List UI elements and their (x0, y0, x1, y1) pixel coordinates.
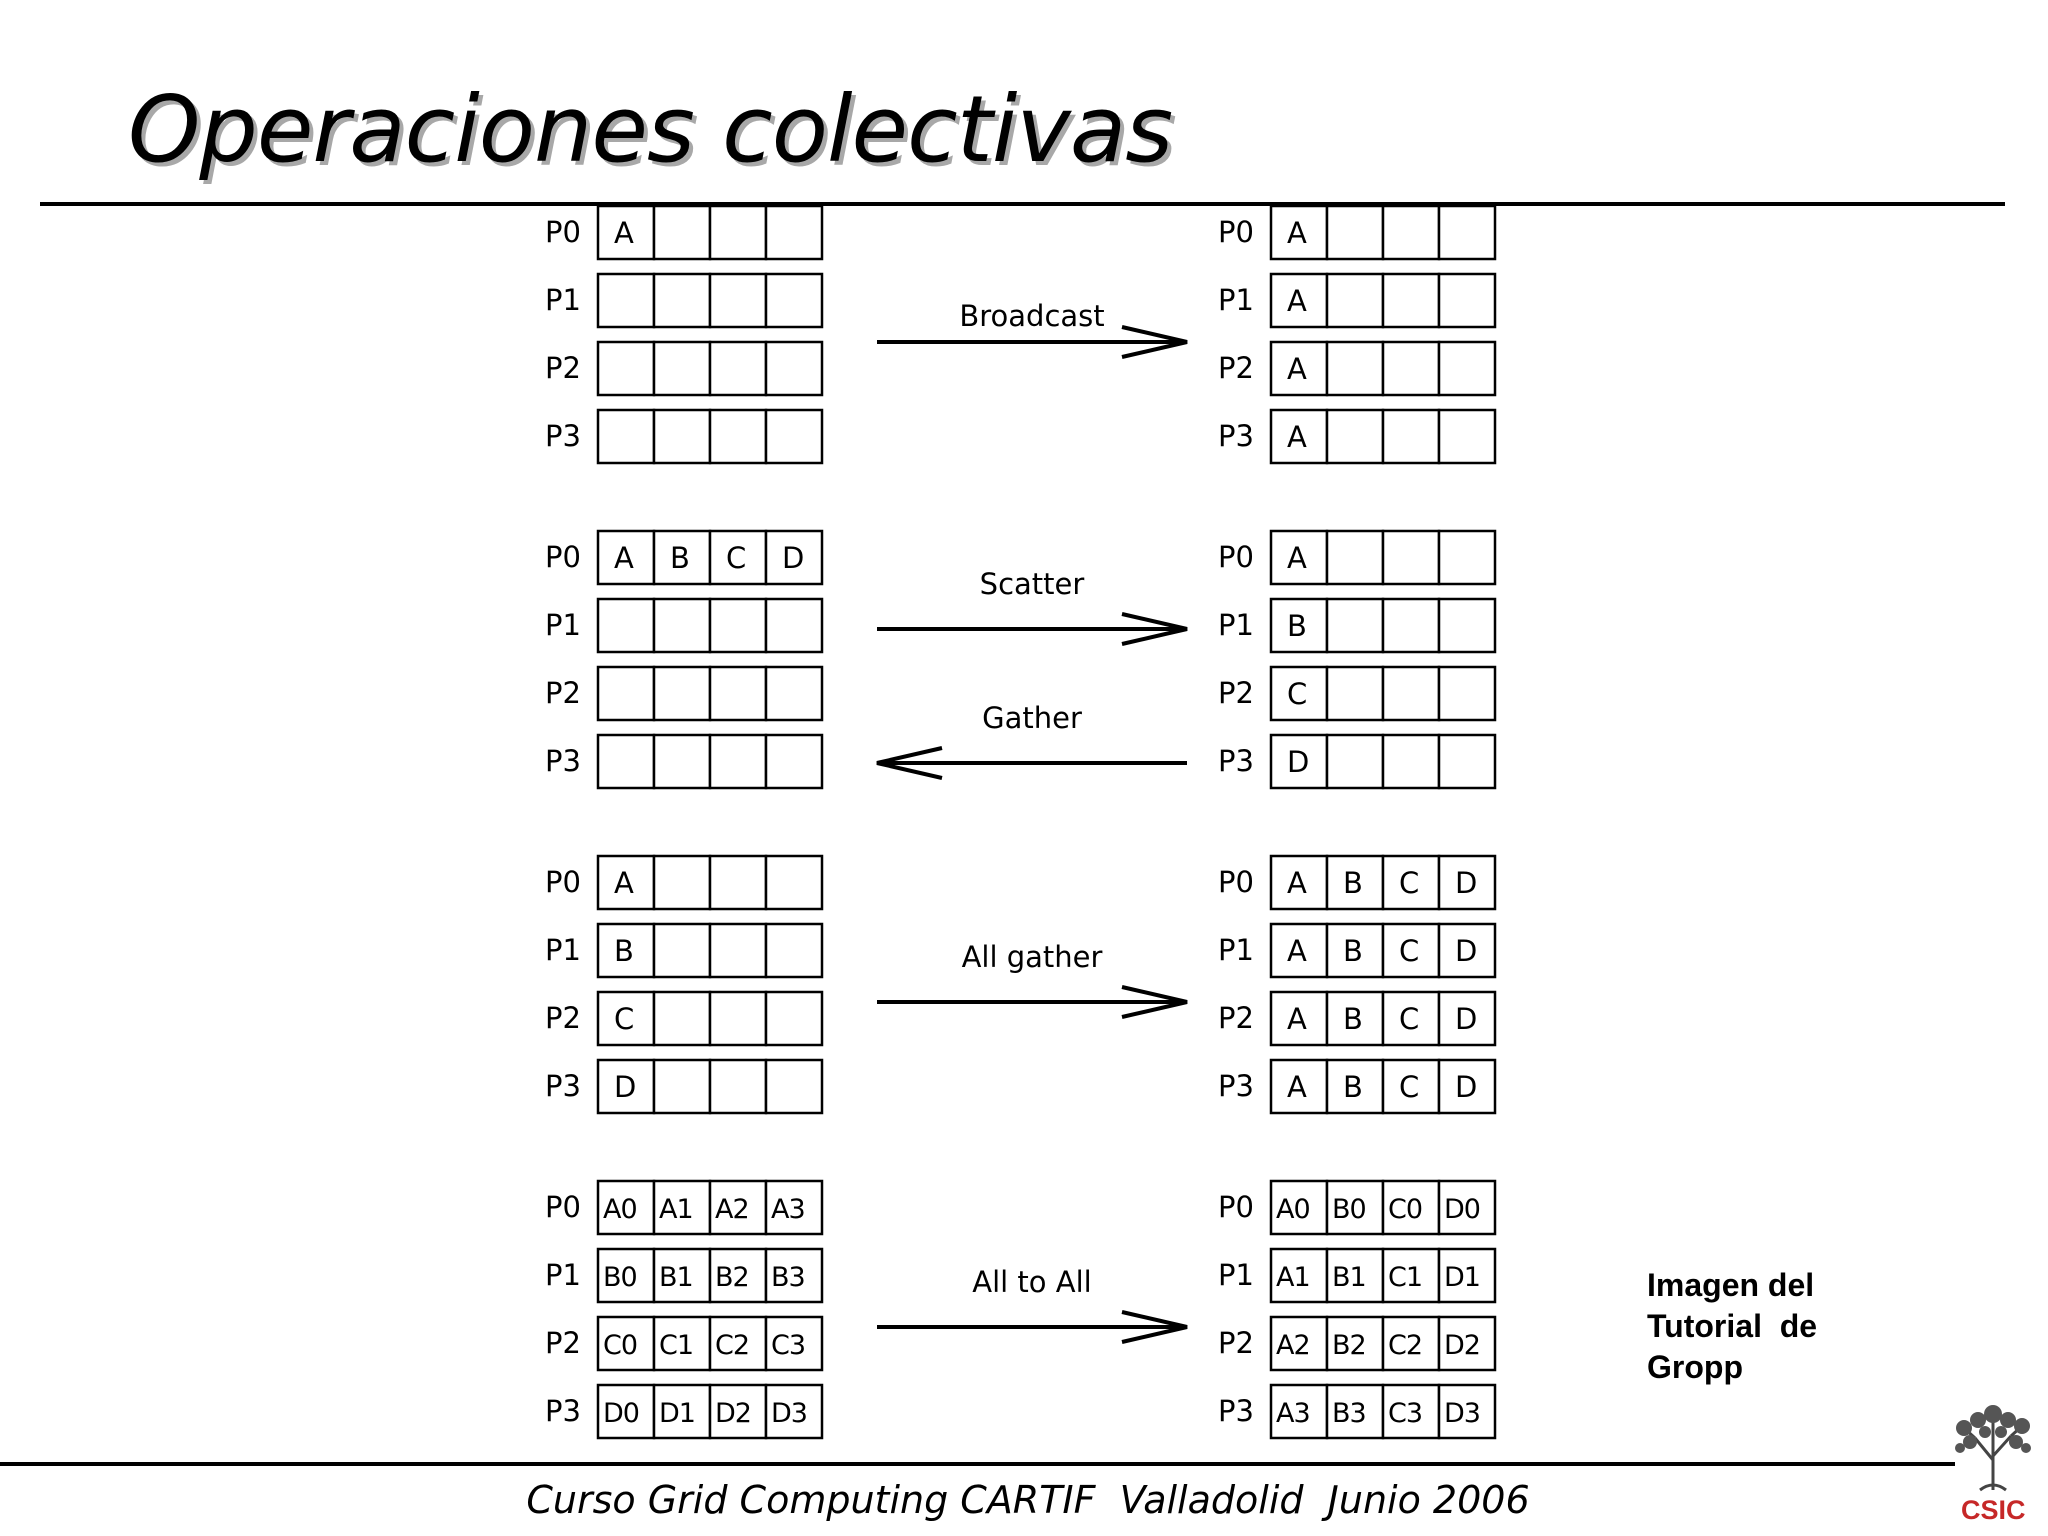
buffer-cell (654, 599, 710, 652)
cell-value: A (1287, 420, 1307, 454)
buffer-cell (1383, 410, 1439, 463)
credit-line: Tutorial de (1647, 1308, 1818, 1344)
cell-value: A (1287, 1002, 1307, 1036)
buffer-cell (1327, 410, 1383, 463)
cell-value: D (1455, 866, 1478, 900)
buffer-cell (710, 599, 766, 652)
buffer-cell (654, 342, 710, 395)
cell-value: A (614, 866, 634, 900)
process-label: P2 (545, 351, 581, 385)
cell-value: B2 (715, 1262, 749, 1293)
buffer-cell (1439, 667, 1495, 720)
buffer-cell (1439, 206, 1495, 259)
credit-line: Imagen del (1647, 1267, 1815, 1303)
cell-value: A1 (659, 1194, 693, 1225)
buffer-cell (766, 992, 822, 1045)
footer-text: Curso Grid Computing CARTIF Valladolid Junio 2006 (526, 1478, 1530, 1522)
buffer-cell (1327, 274, 1383, 327)
cell-value: C3 (771, 1330, 806, 1361)
buffer-cell (766, 410, 822, 463)
buffer-cell (766, 274, 822, 327)
cell-value: C2 (715, 1330, 750, 1361)
cell-value: C (614, 1002, 635, 1036)
process-label: P0 (1218, 540, 1254, 574)
buffer-cell (1439, 342, 1495, 395)
cell-value: A2 (715, 1194, 749, 1225)
cell-value: A (1287, 541, 1307, 575)
cell-value: B (1343, 866, 1363, 900)
cell-value: A (1287, 216, 1307, 250)
buffer-cell (654, 856, 710, 909)
buffer-cell (654, 1060, 710, 1113)
process-label: P1 (1218, 283, 1254, 317)
cell-value: D2 (715, 1398, 751, 1429)
cell-value: C2 (1388, 1330, 1423, 1361)
cell-value: B2 (1332, 1330, 1366, 1361)
process-label: P1 (545, 283, 581, 317)
buffer-cell (766, 342, 822, 395)
buffer-cell (710, 856, 766, 909)
process-label: P1 (545, 608, 581, 642)
process-label: P0 (545, 1190, 581, 1224)
operation-label: Scatter (979, 567, 1085, 601)
process-label: P0 (1218, 215, 1254, 249)
process-label: P3 (1218, 1069, 1254, 1103)
buffer-cell (1439, 274, 1495, 327)
cell-value: C (1287, 677, 1308, 711)
footer-rule (0, 1462, 1955, 1466)
cell-value: D0 (603, 1398, 639, 1429)
buffer-cell (1439, 735, 1495, 788)
process-label: P2 (545, 1001, 581, 1035)
cell-value: A0 (603, 1194, 637, 1225)
buffer-cell (654, 924, 710, 977)
buffer-cell (654, 206, 710, 259)
process-label: P0 (1218, 865, 1254, 899)
buffer-cell (1383, 531, 1439, 584)
buffer-cell (598, 667, 654, 720)
cell-value: D2 (1444, 1330, 1480, 1361)
cell-value: D (1287, 745, 1310, 779)
cell-value: A (614, 541, 634, 575)
process-label: P1 (1218, 608, 1254, 642)
process-label: P0 (545, 215, 581, 249)
cell-value: C3 (1388, 1398, 1423, 1429)
operation-label: Broadcast (959, 299, 1105, 333)
cell-value: C (1399, 866, 1420, 900)
process-label: P3 (545, 1394, 581, 1428)
cell-value: B (1287, 609, 1307, 643)
process-label: P2 (1218, 1001, 1254, 1035)
buffer-cell (1327, 342, 1383, 395)
process-label: P3 (1218, 1394, 1254, 1428)
cell-value: B (1343, 934, 1363, 968)
buffer-cell (1383, 599, 1439, 652)
cell-value: C0 (1388, 1194, 1423, 1225)
buffer-cell (766, 667, 822, 720)
operation-label: All to All (972, 1265, 1092, 1299)
process-label: P3 (1218, 419, 1254, 453)
cell-value: D (1455, 1070, 1478, 1104)
cell-value: C (726, 541, 747, 575)
cell-value: C (1399, 934, 1420, 968)
process-label: P0 (1218, 1190, 1254, 1224)
buffer-cell (766, 1060, 822, 1113)
buffer-cell (710, 274, 766, 327)
credit-line: Gropp (1647, 1349, 1743, 1385)
cell-value: D0 (1444, 1194, 1480, 1225)
buffer-cell (710, 342, 766, 395)
cell-value: C1 (1388, 1262, 1423, 1293)
process-label: P2 (1218, 676, 1254, 710)
buffer-cell (1439, 531, 1495, 584)
buffer-cell (598, 274, 654, 327)
buffer-cell (766, 599, 822, 652)
buffer-cell (1327, 735, 1383, 788)
cell-value: D (1455, 1002, 1478, 1036)
buffer-cell (598, 599, 654, 652)
cell-value: A1 (1276, 1262, 1310, 1293)
process-label: P2 (1218, 351, 1254, 385)
process-label: P1 (1218, 1258, 1254, 1292)
process-label: P3 (545, 744, 581, 778)
cell-value: D (614, 1070, 637, 1104)
csic-logo-text: CSIC (1961, 1495, 2026, 1525)
buffer-cell (1383, 342, 1439, 395)
buffer-cell (654, 735, 710, 788)
buffer-cell (598, 342, 654, 395)
buffer-cell (654, 410, 710, 463)
buffer-cell (766, 206, 822, 259)
buffer-cell (710, 992, 766, 1045)
cell-value: A0 (1276, 1194, 1310, 1225)
process-label: P3 (545, 1069, 581, 1103)
buffer-cell (710, 206, 766, 259)
page-title: Operaciones colectivas (128, 76, 1173, 183)
cell-value: B0 (603, 1262, 637, 1293)
operation-label: All gather (961, 940, 1103, 974)
cell-value: C1 (659, 1330, 694, 1361)
process-label: P1 (1218, 933, 1254, 967)
buffer-cell (710, 735, 766, 788)
buffer-cell (710, 1060, 766, 1113)
buffer-cell (710, 410, 766, 463)
buffer-cell (1439, 599, 1495, 652)
process-label: P2 (545, 1326, 581, 1360)
buffer-cell (710, 924, 766, 977)
cell-value: A3 (1276, 1398, 1310, 1429)
csic-tree-logo-icon (1950, 1398, 2036, 1494)
buffer-cell (1439, 410, 1495, 463)
cell-value: B (670, 541, 690, 575)
buffer-cell (598, 410, 654, 463)
buffer-cell (1327, 599, 1383, 652)
cell-value: C (1399, 1002, 1420, 1036)
cell-value: D (782, 541, 805, 575)
cell-value: A (1287, 352, 1307, 386)
cell-value: B1 (659, 1262, 693, 1293)
cell-value: C0 (603, 1330, 638, 1361)
cell-value: D1 (659, 1398, 695, 1429)
cell-value: B (614, 934, 634, 968)
buffer-cell (710, 667, 766, 720)
cell-value: A3 (771, 1194, 805, 1225)
buffer-cell (654, 274, 710, 327)
process-label: P0 (545, 865, 581, 899)
cell-value: B (1343, 1070, 1363, 1104)
process-label: P0 (545, 540, 581, 574)
cell-value: D3 (771, 1398, 807, 1429)
cell-value: A (1287, 866, 1307, 900)
buffer-cell (1383, 735, 1439, 788)
buffer-cell (654, 992, 710, 1045)
cell-value: B (1343, 1002, 1363, 1036)
buffer-cell (766, 924, 822, 977)
process-label: P1 (545, 933, 581, 967)
buffer-cell (1383, 206, 1439, 259)
buffer-cell (766, 856, 822, 909)
process-label: P1 (545, 1258, 581, 1292)
buffer-cell (1327, 206, 1383, 259)
cell-value: B0 (1332, 1194, 1366, 1225)
image-credit (1647, 1265, 1817, 1388)
cell-value: C (1399, 1070, 1420, 1104)
buffer-cell (766, 735, 822, 788)
buffer-cell (654, 667, 710, 720)
buffer-cell (1327, 667, 1383, 720)
buffer-cell (1327, 531, 1383, 584)
buffer-cell (1383, 667, 1439, 720)
cell-value: D3 (1444, 1398, 1480, 1429)
operation-label: Gather (982, 701, 1082, 735)
cell-value: A (1287, 284, 1307, 318)
cell-value: B3 (1332, 1398, 1366, 1429)
process-label: P3 (545, 419, 581, 453)
buffer-cell (598, 735, 654, 788)
cell-value: D1 (1444, 1262, 1480, 1293)
cell-value: A (1287, 934, 1307, 968)
process-label: P2 (1218, 1326, 1254, 1360)
cell-value: A2 (1276, 1330, 1310, 1361)
cell-value: B1 (1332, 1262, 1366, 1293)
cell-value: D (1455, 934, 1478, 968)
cell-value: A (1287, 1070, 1307, 1104)
process-label: P2 (545, 676, 581, 710)
buffer-cell (1383, 274, 1439, 327)
cell-value: B3 (771, 1262, 805, 1293)
cell-value: A (614, 216, 634, 250)
process-label: P3 (1218, 744, 1254, 778)
